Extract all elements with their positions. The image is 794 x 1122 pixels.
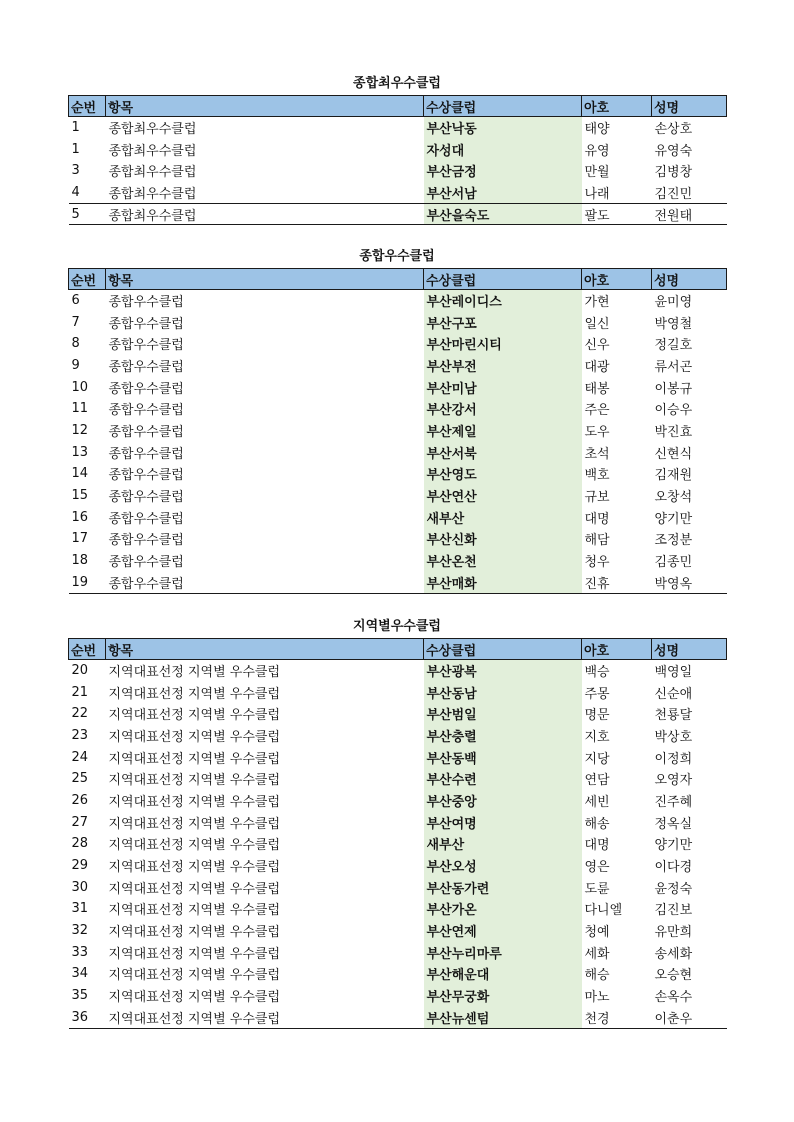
cell-no: 35: [71, 988, 89, 1004]
table-row: [69, 441, 727, 463]
cell-item: 지역대표선정 지역별 우수클럽: [108, 925, 281, 941]
cell-no: 10: [71, 379, 89, 395]
table-row: [69, 463, 727, 485]
cell-name: 양기만: [654, 511, 693, 527]
cell-club: 부산온천: [424, 550, 582, 572]
cell-aho: 세화: [584, 946, 610, 962]
cell-no: 22: [71, 706, 89, 722]
cell-item: 종합최우수클럽: [106, 203, 424, 225]
cell-no: 6: [71, 293, 80, 309]
cell-no: 24: [71, 749, 89, 765]
cell-aho: 해승: [584, 968, 610, 984]
cell-item: 종합최우수클럽: [108, 122, 197, 138]
awards-table: [68, 268, 727, 594]
cell-aho: 세빈: [584, 794, 610, 810]
cell-aho: 도우: [584, 424, 610, 440]
cell-name: 김재원: [654, 468, 693, 484]
table-row: [69, 420, 727, 442]
table-row: [69, 138, 727, 160]
cell-aho: 대명: [584, 511, 610, 527]
cell-club: 부산낙동: [424, 117, 582, 139]
cell-item: 종합우수클럽: [108, 446, 184, 462]
section-excellence: [68, 246, 726, 594]
cell-aho: 백승: [584, 665, 610, 681]
cell-club: 부산서북: [424, 441, 582, 463]
cell-name: 진주혜: [654, 794, 693, 810]
cell-name: 신현식: [654, 446, 693, 462]
cell-item: 지역대표선정 지역별 우수클럽: [108, 881, 281, 897]
cell-item: 지역대표선정 지역별 우수클럽: [108, 990, 281, 1006]
cell-name: 이다경: [654, 860, 693, 876]
cell-club: 부산신화: [424, 528, 582, 550]
cell-club: 부산무궁화: [424, 985, 582, 1007]
cell-club: 부산을숙도: [424, 203, 582, 225]
section-title: 지역별우수클럽: [353, 619, 441, 634]
cell-club: 부산뉴센텀: [424, 1007, 582, 1029]
cell-no: 33: [71, 944, 89, 960]
header-no: 순번: [69, 639, 106, 660]
cell-aho: 명문: [584, 708, 610, 724]
cell-name: 전원태: [652, 203, 727, 225]
cell-aho: 주은: [584, 403, 610, 419]
table-header-row: [69, 269, 727, 290]
cell-aho: 연담: [584, 773, 610, 789]
cell-name: 오영자: [654, 773, 693, 789]
table-row: [69, 746, 727, 768]
cell-club: 새부산: [424, 833, 582, 855]
cell-name: 이봉규: [654, 381, 693, 397]
cell-item: 지역대표선정 지역별 우수클럽: [108, 686, 281, 702]
cell-aho: 다니엘: [584, 903, 623, 919]
cell-no: 31: [71, 901, 89, 917]
header-club: 수상클럽: [424, 96, 582, 117]
awards-table: [68, 638, 727, 1029]
table-row: [69, 117, 727, 139]
cell-no: 17: [71, 531, 89, 547]
table-row: [69, 355, 727, 377]
cell-name: 박영옥: [652, 571, 727, 593]
cell-no: 12: [71, 422, 89, 438]
cell-club: 부산가온: [424, 898, 582, 920]
cell-no: 34: [71, 966, 89, 982]
cell-club: 부산동가련: [424, 876, 582, 898]
table-row: [69, 333, 727, 355]
cell-no: 15: [71, 488, 89, 504]
table-body: [69, 117, 727, 225]
header-no: 순번: [69, 269, 106, 290]
cell-aho: 진휴: [582, 571, 652, 593]
table-row: [69, 811, 727, 833]
header-name: 성명: [652, 639, 727, 660]
cell-club: 부산금정: [424, 160, 582, 182]
cell-aho: 주몽: [584, 686, 610, 702]
table-row: [69, 833, 727, 855]
cell-item: 종합우수클럽: [108, 555, 184, 571]
cell-name: 윤미영: [654, 295, 693, 311]
cell-club: 부산동백: [424, 746, 582, 768]
cell-club: 부산여명: [424, 811, 582, 833]
table-row: [69, 941, 727, 963]
cell-no: 30: [71, 879, 89, 895]
cell-no: 1: [71, 120, 80, 136]
cell-name: 신순애: [654, 686, 693, 702]
cell-no: 23: [71, 727, 89, 743]
table-header-row: [69, 96, 727, 117]
cell-club: 새부산: [424, 506, 582, 528]
cell-club: 부산범일: [424, 703, 582, 725]
section-title: 종합최우수클럽: [353, 76, 441, 91]
cell-club: 부산마린시티: [424, 333, 582, 355]
cell-aho: 해송: [584, 816, 610, 832]
cell-club: 부산제일: [424, 420, 582, 442]
cell-item: 지역대표선정 지역별 우수클럽: [108, 968, 281, 984]
cell-aho: 규보: [584, 490, 610, 506]
cell-name: 이정희: [654, 751, 693, 767]
cell-aho: 청우: [584, 555, 610, 571]
cell-no: 25: [71, 771, 89, 787]
cell-club: 부산연산: [424, 485, 582, 507]
cell-aho: 대명: [584, 838, 610, 854]
cell-aho: 마노: [584, 990, 610, 1006]
cell-item: 지역대표선정 지역별 우수클럽: [108, 708, 281, 724]
cell-name: 이춘우: [652, 1007, 727, 1029]
section-top-excellence: [68, 73, 726, 225]
cell-name: 조정분: [654, 533, 693, 549]
table-row: [69, 528, 727, 550]
cell-no: 29: [71, 858, 89, 874]
header-item: 항목: [106, 96, 424, 117]
cell-item: 지역대표선정 지역별 우수클럽: [108, 794, 281, 810]
cell-aho: 천경: [582, 1007, 652, 1029]
cell-item: 종합우수클럽: [108, 359, 184, 375]
cell-item: 지역대표선정 지역별 우수클럽: [108, 751, 281, 767]
table-row: [69, 311, 727, 333]
cell-club: 부산해운대: [424, 963, 582, 985]
cell-item: 지역대표선정 지역별 우수클럽: [108, 665, 281, 681]
cell-item: 지역대표선정 지역별 우수클럽: [108, 860, 281, 876]
header-club: 수상클럽: [424, 639, 582, 660]
cell-item: 종합최우수클럽: [108, 143, 197, 159]
cell-item: 지역대표선정 지역별 우수클럽: [108, 729, 281, 745]
cell-item: 지역대표선정 지역별 우수클럽: [108, 946, 281, 962]
table-body: [69, 290, 727, 594]
table-row: [69, 376, 727, 398]
table-row: [69, 485, 727, 507]
cell-name: 김진보: [654, 903, 693, 919]
cell-aho: 팔도: [582, 203, 652, 225]
cell-aho: 일신: [584, 316, 610, 332]
cell-no: 36: [69, 1007, 106, 1029]
cell-name: 손상호: [654, 122, 693, 138]
cell-club: 부산중앙: [424, 790, 582, 812]
cell-name: 유만희: [654, 925, 693, 941]
cell-aho: 도륜: [584, 881, 610, 897]
cell-item: 종합우수클럽: [108, 295, 184, 311]
header-name: 성명: [652, 96, 727, 117]
cell-aho: 영은: [584, 860, 610, 876]
cell-no: 21: [71, 684, 89, 700]
cell-club: 부산매화: [424, 571, 582, 593]
table-row: [69, 963, 727, 985]
cell-no: 7: [71, 314, 80, 330]
cell-aho: 백호: [584, 468, 610, 484]
cell-item: 지역대표선정 지역별 우수클럽: [106, 1007, 424, 1029]
table-row: [69, 920, 727, 942]
cell-item: 종합우수클럽: [108, 403, 184, 419]
cell-aho: 태봉: [584, 381, 610, 397]
cell-name: 박진효: [654, 424, 693, 440]
table-row: [69, 660, 727, 682]
cell-item: 종합우수클럽: [108, 490, 184, 506]
cell-club: 부산강서: [424, 398, 582, 420]
table-header-row: [69, 639, 727, 660]
cell-aho: 지호: [584, 729, 610, 745]
cell-club: 부산영도: [424, 463, 582, 485]
cell-name: 백영일: [654, 665, 693, 681]
cell-name: 류서곤: [654, 359, 693, 375]
table-row: [69, 768, 727, 790]
table-row: [69, 398, 727, 420]
cell-club: 부산수련: [424, 768, 582, 790]
cell-name: 정옥실: [654, 816, 693, 832]
cell-name: 오승현: [654, 968, 693, 984]
cell-aho: 해담: [584, 533, 610, 549]
cell-club: 자성대: [424, 138, 582, 160]
cell-name: 오창석: [654, 490, 693, 506]
cell-no: 4: [71, 184, 80, 200]
table-row: [69, 855, 727, 877]
cell-no: 13: [71, 444, 89, 460]
cell-club: 부산구포: [424, 311, 582, 333]
cell-item: 지역대표선정 지역별 우수클럽: [108, 838, 281, 854]
cell-club: 부산레이디스: [424, 290, 582, 312]
table-row: [69, 550, 727, 572]
cell-aho: 만월: [584, 165, 610, 181]
table-row: [69, 506, 727, 528]
cell-item: 종합우수클럽: [108, 381, 184, 397]
cell-club: 부산충렬: [424, 725, 582, 747]
cell-item: 종합우수클럽: [106, 571, 424, 593]
table-row: [69, 203, 727, 225]
cell-name: 천룡달: [654, 708, 693, 724]
cell-name: 김진민: [654, 186, 693, 202]
table-row: [69, 703, 727, 725]
table-body: [69, 660, 727, 1029]
table-row: [69, 571, 727, 593]
cell-item: 지역대표선정 지역별 우수클럽: [108, 816, 281, 832]
cell-name: 손옥수: [654, 990, 693, 1006]
cell-name: 김종민: [654, 555, 693, 571]
cell-club: 부산광복: [424, 660, 582, 682]
cell-no: 11: [71, 401, 89, 417]
cell-aho: 태양: [584, 122, 610, 138]
cell-club: 부산동남: [424, 681, 582, 703]
cell-name: 정길호: [654, 338, 693, 354]
cell-club: 부산미남: [424, 376, 582, 398]
cell-aho: 가현: [584, 295, 610, 311]
cell-no: 9: [71, 357, 80, 373]
cell-name: 이승우: [654, 403, 693, 419]
cell-no: 5: [69, 203, 106, 225]
cell-aho: 대광: [584, 359, 610, 375]
header-aho: 아호: [582, 639, 652, 660]
awards-table: [68, 95, 727, 225]
cell-item: 종합최우수클럽: [108, 165, 197, 181]
header-aho: 아호: [582, 269, 652, 290]
header-no: 순번: [69, 96, 106, 117]
cell-club: 부산누리마루: [424, 941, 582, 963]
cell-club: 부산연제: [424, 920, 582, 942]
cell-no: 3: [71, 163, 80, 179]
cell-no: 8: [71, 336, 80, 352]
cell-no: 14: [71, 466, 89, 482]
cell-no: 26: [71, 792, 89, 808]
cell-name: 송세화: [654, 946, 693, 962]
cell-aho: 나래: [584, 186, 610, 202]
cell-item: 종합우수클럽: [108, 533, 184, 549]
cell-no: 19: [69, 571, 106, 593]
cell-item: 종합우수클럽: [108, 338, 184, 354]
cell-item: 지역대표선정 지역별 우수클럽: [108, 903, 281, 919]
cell-item: 종합최우수클럽: [108, 186, 197, 202]
header-club: 수상클럽: [424, 269, 582, 290]
table-row: [69, 898, 727, 920]
cell-no: 28: [71, 836, 89, 852]
cell-name: 박영철: [654, 316, 693, 332]
cell-club: 부산오성: [424, 855, 582, 877]
cell-name: 양기만: [654, 838, 693, 854]
header-name: 성명: [652, 269, 727, 290]
table-row: [69, 182, 727, 204]
cell-aho: 지당: [584, 751, 610, 767]
cell-club: 부산서남: [424, 182, 582, 204]
cell-name: 유영숙: [654, 143, 693, 159]
cell-item: 종합우수클럽: [108, 424, 184, 440]
header-item: 항목: [106, 269, 424, 290]
cell-item: 종합우수클럽: [108, 316, 184, 332]
cell-no: 18: [71, 553, 89, 569]
cell-aho: 청예: [584, 925, 610, 941]
cell-no: 1: [71, 141, 80, 157]
cell-item: 종합우수클럽: [108, 468, 184, 484]
section-title: 종합우수클럽: [359, 249, 435, 264]
cell-no: 27: [71, 814, 89, 830]
cell-name: 김병창: [654, 165, 693, 181]
cell-item: 종합우수클럽: [108, 511, 184, 527]
header-item: 항목: [106, 639, 424, 660]
cell-club: 부산부전: [424, 355, 582, 377]
table-row: [69, 725, 727, 747]
cell-name: 윤정숙: [654, 881, 693, 897]
cell-no: 16: [71, 509, 89, 525]
cell-no: 20: [71, 663, 89, 679]
cell-name: 박상호: [654, 729, 693, 745]
table-row: [69, 876, 727, 898]
section-regional-excellence: [68, 616, 726, 1029]
table-row: [69, 790, 727, 812]
table-row: [69, 985, 727, 1007]
cell-aho: 유영: [584, 143, 610, 159]
cell-aho: 신우: [584, 338, 610, 354]
cell-item: 지역대표선정 지역별 우수클럽: [108, 773, 281, 789]
table-row: [69, 290, 727, 312]
header-aho: 아호: [582, 96, 652, 117]
cell-aho: 초석: [584, 446, 610, 462]
table-row: [69, 681, 727, 703]
cell-no: 32: [71, 923, 89, 939]
table-row: [69, 160, 727, 182]
table-row: [69, 1007, 727, 1029]
